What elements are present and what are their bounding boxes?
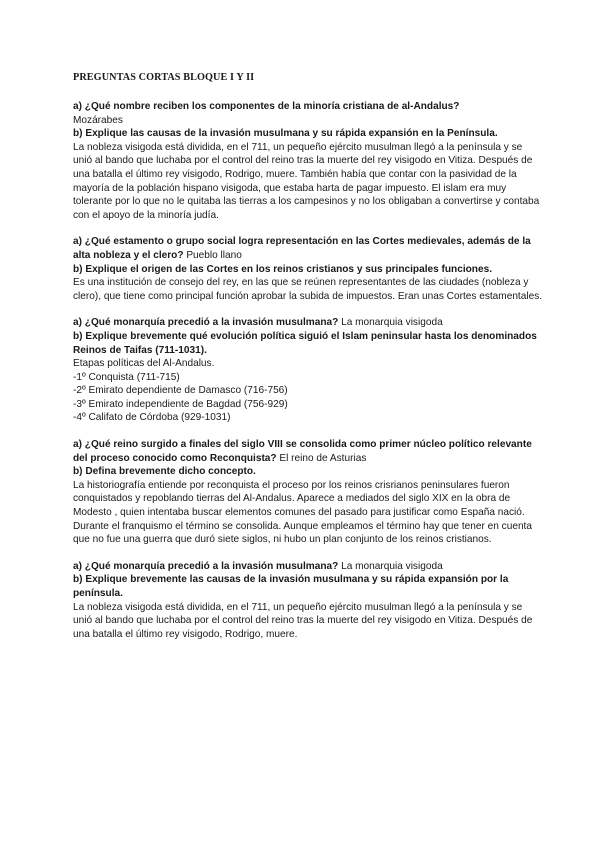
question-block-2 [73, 235, 543, 303]
question-a-text: a) ¿Qué nombre reciben los componentes de la minoría cristiana de al-Andalus? [73, 101, 460, 112]
question-block-3 [73, 316, 543, 425]
answer-paragraph: La nobleza visigoda está dividida, en el 711, un pequeño ejército musulman llegó a la península y se unió al bando que luchaba por el control del reino tras la muerte del rey visigodo en Vitiza. Después de una batalla el último rey visigodo, Rodrigo, muere. También había que contar con la pasividad de la mayoría de la población hispano visigoda, que estaba harta de pagar impuesto. El islam era muy tolerante por lo que no le quitaba las tierras a los campesinos y no los obligaban a convertirse y contaba con el apoyo de la minoría judía. [73, 141, 540, 221]
answer-line: -1º Conquista (711-715) [73, 371, 180, 383]
answer-line: Etapas políticas del Al-Andalus. [73, 358, 215, 370]
answer-line: -4º Califato de Córdoba (929-1031) [73, 412, 231, 424]
question-b: b) Defina brevemente dicho concepto. [73, 466, 256, 478]
question-b: b) Explique las causas de la invasión musulmana y su rápida expansión en la Península. [73, 128, 498, 140]
question-a [73, 100, 543, 127]
question-a-answer: Mozárabes [73, 114, 123, 126]
question-b: b) Explique brevemente qué evolución política siguió el Islam peninsular hasta los denominados Reinos de Taifas (711-1031). [73, 330, 537, 356]
answer-paragraph: Es una institución de consejo del rey, en las que se reúnen representantes de las ciudades (nobleza y clero), que tiene como principal función aprobar la subida de impuestos. Eran unas Cortes estamentales. [73, 277, 543, 302]
document-content [73, 100, 543, 654]
answer-paragraph: La historiografía entiende por reconquista el proceso por los reinos crisrianos peninsulares fueron conquistados y repoblando tierras del Al-Andalus. Aparece a mediados del siglo XIX en la obra de Modesto , quien intentaba buscar elementos comunes del pasado para justificar como España nació. Durante el franquismo el término se consolida. Aunque empleamos el término hay que tener en cuenta que no fue una guerra que duró siete siglos, ni hubo un plan conjunto de los reinos cristianos. [73, 479, 532, 546]
question-a [73, 316, 543, 330]
question-a-answer: La monarquia visigoda [338, 317, 443, 329]
question-b: b) Explique el origen de las Cortes en los reinos cristianos y sus principales funciones. [73, 263, 493, 275]
question-a [73, 235, 543, 262]
question-a [73, 560, 543, 574]
question-a-text: a) ¿Qué monarquía precedió a la invasión musulmana? [73, 317, 339, 329]
question-a-text: a) ¿Qué estamento o grupo social logra representación en las Cortes medievales, además de la alta nobleza y el clero? [73, 236, 531, 261]
question-a-text: a) ¿Qué reino surgido a finales del siglo VIII se consolida como primer núcleo político relevante del proceso conocido como Reconquista? [73, 439, 532, 464]
question-block-5 [73, 560, 543, 642]
question-a-answer: La monarquia visigoda [338, 560, 443, 572]
question-block-4 [73, 438, 543, 547]
question-a-text: a) ¿Qué monarquía precedió a la invasión musulmana? [73, 560, 339, 572]
question-a-answer: El reino de Asturias [276, 452, 367, 464]
question-b: b) Explique brevemente las causas de la invasión musulmana y su rápida expansión por la península. [73, 574, 509, 599]
question-a [73, 438, 543, 465]
question-block-1 [73, 100, 543, 222]
document-title: PREGUNTAS CORTAS BLOQUE I Y II [73, 72, 255, 83]
answer-paragraph: La nobleza visigoda está dividida, en el 711, un pequeño ejército musulman llegó a la península y se unió al bando que luchaba por el control del reino tras la muerte del rey visigodo en Vitiza. Después de una batalla el último rey visigodo, Rodrigo, muere. [73, 601, 533, 640]
answer-line: -2º Emirato dependiente de Damasco (716-756) [73, 385, 288, 397]
answer-line: -3º Emirato independiente de Bagdad (756-929) [73, 398, 288, 410]
question-a-answer: Pueblo llano [183, 249, 242, 261]
